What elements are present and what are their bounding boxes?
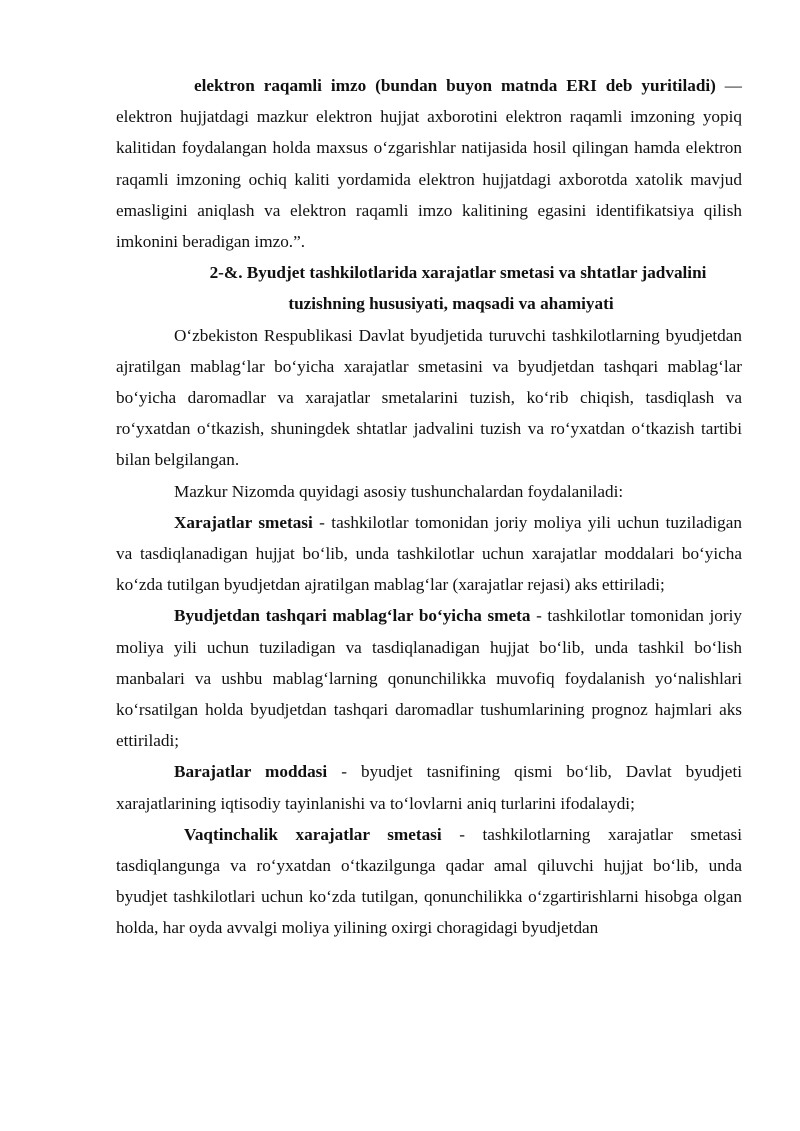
definition-xarajatlar-smetasi: - tashkilotlar tomonidan joriy moliya yili uchun tuziladigan va tasdiqlanadigan hujjat bo‘lib, unda tashkilotlar uchun xarajatlar moddalari bo‘yicha ko‘zda tutilgan byudjetdan ajratilgan mablag‘lar (xarajatlar rejasi) aks ettiriladi; [116, 512, 742, 595]
paragraph-concepts-lead: Mazkur Nizomda quyidagi asosiy tushunchalardan foydalaniladi: [174, 481, 624, 501]
definition-vaqtinchalik-smeta: - tashkilotlarning xarajatlar smetasi tasdiqlangunga va ro‘yxatdan o‘tkazilgunga qadar amal qiluvchi hujjat bo‘lib, unda byudjet tashkilotlari uchun ko‘zda tutilgan, qonunchilikka o‘zgartirishlarni hisobga olgan holda, har oyda avvalgi moliya yilining oxirgi choragidagi byudjetdan [116, 824, 742, 938]
paragraph-intro: O‘zbekiston Respublikasi Davlat byudjetida turuvchi tashkilotlarning byudjetdan ajratilgan mablag‘lar bo‘yicha xarajatlar smetasini va byudjetdan tashqari mablag‘lar bo‘yicha daromadlar va xarajatlar smetalarini tuzish, ko‘rib chiqish, tasdiqlash va ro‘yxatdan o‘tkazish, shuningdek shtatlar jadvalini tuzish va ro‘yxatdan o‘tkazish tartibi bilan belgilangan. [116, 325, 742, 470]
term-eri: elektron raqamli imzo (bundan buyon matnda ERI deb yuritiladi) [194, 76, 716, 95]
document-page [116, 70, 742, 944]
section-heading-line-1: 2-&. Byudjet tashkilotlarida xarajatlar smetasi va shtatlar jadvalini [209, 263, 707, 283]
section-heading [116, 257, 742, 319]
term-barajatlar-moddasi: Barajatlar moddasi [174, 762, 328, 782]
paragraph-barajatlar-moddasi [116, 756, 742, 818]
definition-eri: — elektron hujjatdagi mazkur elektron hujjat axborotini elektron raqamli imzoning yopiq kalitidan foydalangan holda maxsus o‘zgarishlar natijasida hosil qilingan hamda elektron raqamli imzoning ochiq kaliti yordamida elektron hujjatdagi axborotda xatolik mavjud emasligini aniqlash va elektron raqamli imzo kalitining egasini identifikatsiya qilish imkonini beradigan imzo.”. [116, 76, 742, 252]
paragraph-xarajatlar-smetasi [116, 507, 742, 601]
term-vaqtinchalik-smeta: Vaqtinchalik xarajatlar smetasi [184, 824, 442, 844]
definition-byudjetdan-tashqari-smeta: - tashkilotlar tomonidan joriy moliya yili uchun tuziladigan va tasdiqlanadigan hujjat bo‘lib, unda tashkil bo‘lish manbalari va ushbu mablag‘larning qonunchilikka muvofiq foydalanish yo‘nalishlari ko‘rsatilgan holda byudjetdan tashqari daromadlar tushumlarining prognoz hajmlari aks ettiriladi; [116, 606, 742, 751]
paragraph-vaqtinchalik-smeta [116, 819, 742, 944]
section-heading-line-2: tuzishning hususiyati, maqsadi va ahamiyati [288, 294, 614, 314]
paragraph-byudjetdan-tashqari-smeta [116, 600, 742, 756]
definition-barajatlar-moddasi: - byudjet tasnifining qismi bo‘lib, Davlat byudjeti xarajatlarining iqtisodiy tayinlanishi va to‘lovlarni aniq turlarini ifodalaydi; [116, 762, 742, 813]
term-byudjetdan-tashqari-smeta: Byudjetdan tashqari mablag‘lar bo‘yicha smeta [174, 606, 531, 626]
term-xarajatlar-smetasi: Xarajatlar smetasi [174, 512, 313, 532]
paragraph-eri-definition [116, 70, 742, 257]
